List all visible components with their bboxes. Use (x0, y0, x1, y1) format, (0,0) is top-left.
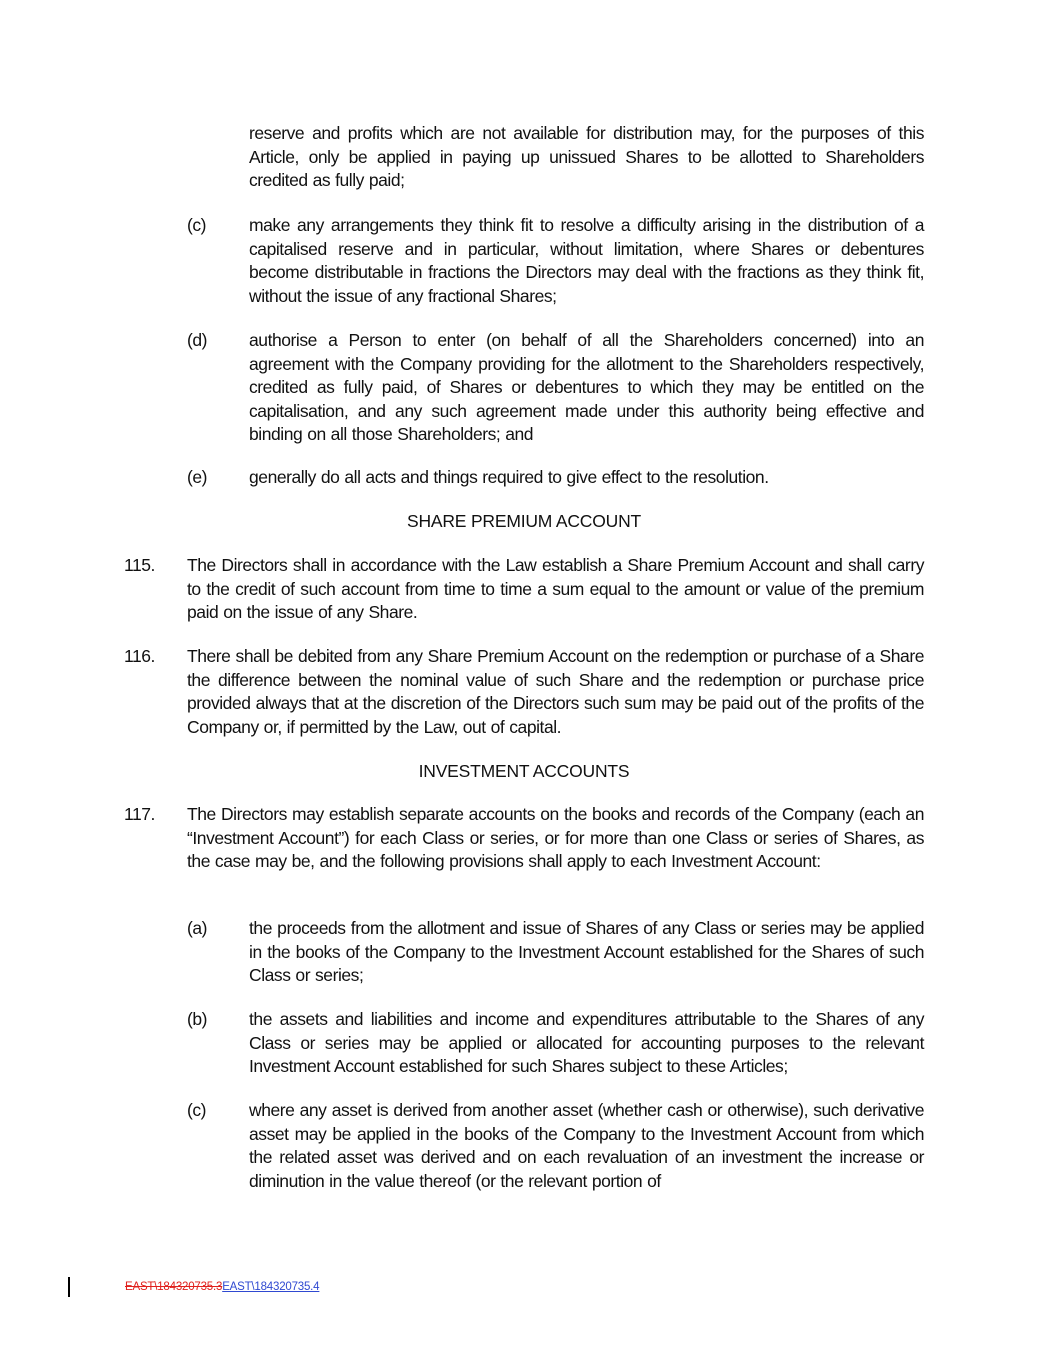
item-text: generally do all acts and things required to give effect to the resolution. (249, 467, 769, 487)
article-number: 115. (124, 555, 155, 575)
item-label: (c) (187, 1100, 207, 1120)
article-text: The Directors shall in accordance with the Law establish a Share Premium Account and shall carry to the credit of such account from time to time a sum equal to the amount or value of the premium paid on the issue of any Share. (187, 555, 924, 622)
list-item (187, 917, 924, 988)
list-item (187, 214, 924, 308)
list-item (187, 466, 924, 490)
inserted-reference: EAST\184320735.4 (222, 1281, 320, 1293)
article-text: There shall be debited from any Share Premium Account on the redemption or purchase of a Share the difference between the nominal value of such Share and the redemption or purchase price provided always that at the discretion of the Directors such sum may be paid out of the profits of the Company or, if permitted by the Law, out of capital. (187, 646, 924, 737)
item-text: authorise a Person to enter (on behalf of all the Shareholders concerned) into an agreement with the Company providing for the allotment to the Shareholders respectively, credited as fully paid, of Shares or debentures to which they may be entitled on the capitalisation, and any such agreement made under this authority being effective and binding on all those Shareholders; and (249, 330, 924, 444)
continued-paragraph: reserve and profits which are not available for distribution may, for the purposes of this Article, only be applied in paying up unissued Shares to be allotted to Shareholders credited as fully paid; (249, 123, 924, 190)
item-text: the proceeds from the allotment and issue of Shares of any Class or series may be applied in the books of the Company to the Investment Account established for the Shares of such Class or series; (249, 918, 924, 985)
article-number: 116. (124, 646, 155, 666)
item-text: where any asset is derived from another asset (whether cash or otherwise), such derivative asset may be applied in the books of the Company to the Investment Account from which the related asset was derived and on each revaluation of an investment the increase or diminution in the value thereof (or the relevant portion of (249, 1100, 924, 1191)
list-item (187, 1008, 924, 1079)
revision-change-bar (68, 1277, 70, 1297)
item-label: (c) (187, 215, 207, 235)
article-117 (124, 803, 924, 874)
item-label: (d) (187, 330, 208, 350)
section-heading-investment: INVESTMENT ACCOUNTS (418, 761, 630, 781)
document-reference-footer (125, 1280, 319, 1294)
article-115 (124, 554, 924, 625)
list-item (187, 1099, 924, 1193)
item-text: the assets and liabilities and income and expenditures attributable to the Shares of any Class or series may be applied or allocated for accounting purposes to the relevant Investment Account established for such Shares subject to these Articles; (249, 1009, 924, 1076)
article-text: The Directors may establish separate accounts on the books and records of the Company (each an “Investment Account”) for each Class or series, or for more than one Class or series of Shares, as the case may be, and the following provisions shall apply to each Investment Account: (187, 804, 924, 871)
article-116 (124, 645, 924, 739)
item-text: make any arrangements they think fit to resolve a difficulty arising in the distribution of a capitalised reserve and in particular, without limitation, where Shares or debentures become distributable in fractions the Directors may deal with the fractions as they think fit, without the issue of any fractional Shares; (249, 215, 924, 306)
item-label: (b) (187, 1009, 208, 1029)
deleted-reference: EAST\184320735.3 (125, 1281, 223, 1293)
item-label: (a) (187, 918, 208, 938)
section-heading-share-premium: SHARE PREMIUM ACCOUNT (406, 511, 641, 531)
list-item (187, 329, 924, 447)
article-number: 117. (124, 804, 155, 824)
item-label: (e) (187, 467, 208, 487)
